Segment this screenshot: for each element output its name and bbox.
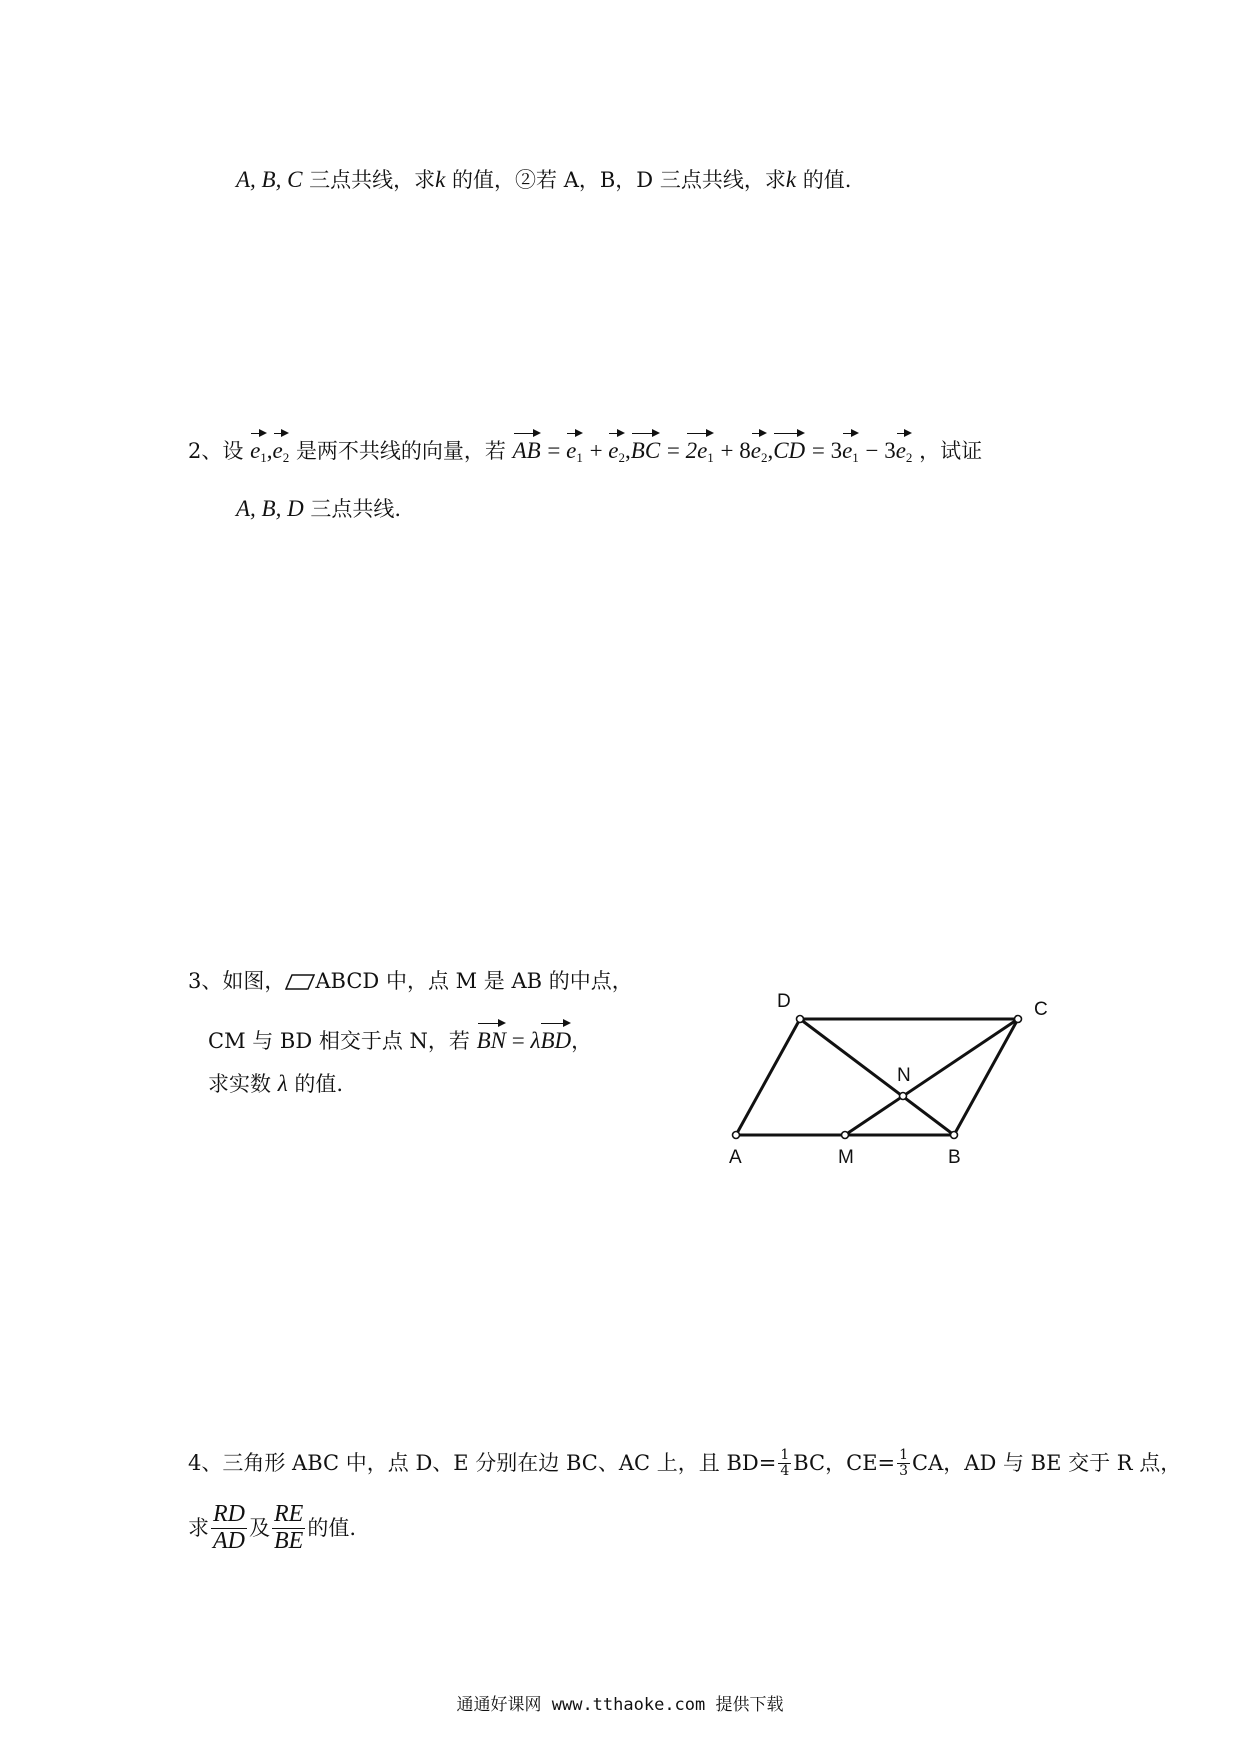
problem2-line1: 2、设 $e_1,e_2$ 是两不共线的向量，若 AB = $e_1 + e_2,BC = 2e_1 + 8e_2,CD = 3e_1 - 3e_2$ ，试证 [188,430,982,473]
segment-da [736,1019,800,1135]
label-b: B [948,1147,961,1168]
label-n: N [897,1065,911,1086]
fraction-one-quarter: $\frac{1}{4}$ [780,1446,790,1479]
fraction-one-third: $\frac{1}{3}$ [899,1446,909,1479]
label-m: M [838,1147,854,1168]
problem4-number: 4、 [188,1451,223,1475]
problem4-line2: 求 $\frac{RD}{AD}$ 及 $\frac{RE}{BE}$ 的值. [188,1501,357,1554]
vector-bn: BN [477,1020,506,1056]
label-d: D [777,991,791,1012]
point-c [1015,1016,1022,1023]
segment-bc [954,1019,1018,1135]
point-n [900,1093,907,1100]
vector-bc: BC [631,430,660,466]
parallelogram-icon [285,974,315,990]
vector-ab: AB [513,430,541,466]
problem1-continuation: A, B, C 三点共线，求k 的值，②若 A，B，D 三点共线，求k 的值. [236,167,852,192]
problem4-line1: 4、 三角形 ABC 中，点 D、E 分别在边 BC、AC 上，且 BD= $\frac{1}{4}$ BC，CE= $\frac{1}{3}$ CA，AD 与 BE 交于 R 点， [188,1446,1182,1479]
fraction-rd-ad: $\frac{RD}{AD}$ [213,1501,245,1554]
fraction-re-be: $\frac{RE}{BE}$ [274,1501,304,1554]
problem3-line3: 求实数 λ 的值. [208,1071,344,1096]
parallelogram-figure [700,980,1080,1180]
problem2-line2: A, B, D 三点共线. [236,496,402,521]
label-a: A [729,1147,742,1168]
problem3-line1: 3、如图， ABCD 中，点 M 是 AB 的中点， [188,969,633,993]
point-a [733,1132,740,1139]
problem2-number: 2、 [188,439,223,463]
figure-lines [736,1019,1018,1135]
problem3-number: 3、 [188,969,223,993]
vector-e1: $e_1$ [250,430,267,473]
point-m [842,1132,849,1139]
vector-e2: $e_2$ [273,430,290,473]
point-b [951,1132,958,1139]
label-c: C [1034,999,1048,1020]
point-d [797,1016,804,1023]
vector-bd: BD [540,1020,571,1056]
vector-cd: CD [773,430,805,466]
page-footer: 通通好课网 www.tthaoke.com 提供下载 [456,1695,784,1715]
points-abc: A, B, C [236,167,303,192]
problem3-line2: CM 与 BD 相交于点 N，若 BN = λBD， [208,1020,592,1056]
